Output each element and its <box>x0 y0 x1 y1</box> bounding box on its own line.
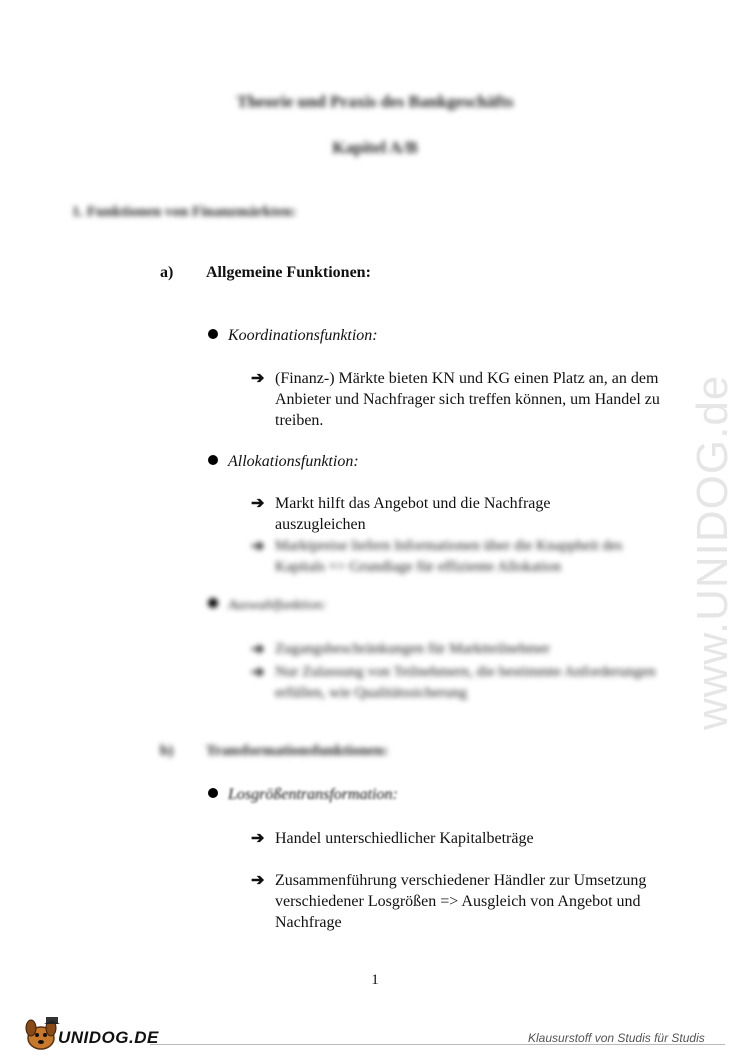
arrow-item <box>251 828 695 849</box>
bullet-label: Auswahlfunktion: <box>228 598 327 613</box>
sub-heading-b: Transformationsfunktionen: <box>206 743 389 759</box>
watermark: www.UNIDOG.de <box>688 374 737 730</box>
logo-text: UNIDOG.DE <box>58 1028 159 1047</box>
arrow-right-icon: ➔ <box>251 538 265 555</box>
unidog-logo <box>22 1016 60 1057</box>
arrow-right-icon: ➔ <box>251 370 265 387</box>
arrow-right-icon: ➔ <box>251 641 265 658</box>
dog-mascot-icon <box>22 1016 60 1052</box>
document-title: Theorie und Praxis des Bankgeschäfts <box>236 92 514 111</box>
bullet-label: Allokationsfunktion: <box>228 453 359 470</box>
arrow-item-text: (Finanz-) Märkte bieten KN und KG einen Platz an, an dem Anbieter und Nachfrager sich treffen können, um Handel zu treiben. <box>275 370 660 429</box>
arrow-item <box>251 639 675 660</box>
arrow-right-icon: ➔ <box>251 664 265 681</box>
arrow-item-text: Zugangsbeschränkungen für Marktteilnehmer <box>275 641 550 657</box>
arrow-item-text: Markt hilft das Angebot und die Nachfrage auszugleichen <box>275 495 551 533</box>
arrow-item-text: Marktpreise liefern Informationen über die Knappheit des Kapitals => Grundlage für effiziente Allokation <box>275 538 623 575</box>
sub-letter-a: a) <box>160 264 174 281</box>
arrow-right-icon: ➔ <box>251 872 265 889</box>
bullet-losgroessen <box>208 786 398 804</box>
arrow-item <box>251 493 605 535</box>
footer-slogan: Klausurstoff von Studis für Studis <box>528 1031 705 1045</box>
arrow-item-text: Handel unterschiedlicher Kapitalbeträge <box>275 830 534 847</box>
sub-heading-a: Allgemeine Funktionen: <box>206 264 371 281</box>
bullet-koordination <box>208 327 378 345</box>
arrow-item-text: Nur Zulassung von Teilnehmern, die bestimmte Anforderungen erfüllen, wie Qualitätssicherung <box>275 664 656 701</box>
bullet-label: Koordinationsfunktion: <box>228 327 378 344</box>
arrow-item <box>251 368 695 431</box>
page-number: 1 <box>371 972 379 988</box>
arrow-item <box>251 662 675 704</box>
bullet-dot-icon <box>208 788 218 798</box>
arrow-right-icon: ➔ <box>251 830 265 847</box>
arrow-right-icon: ➔ <box>251 495 265 512</box>
arrow-item <box>251 870 670 933</box>
bullet-label: Losgrößentransformation: <box>228 786 398 803</box>
section-heading: 1. Funktionen von Finanzmärkten: <box>72 204 297 220</box>
bullet-dot-icon <box>208 598 218 608</box>
bullet-allokation <box>208 453 359 471</box>
arrow-item <box>251 536 675 578</box>
bullet-dot-icon <box>208 455 218 465</box>
bullet-dot-icon <box>208 329 218 339</box>
arrow-item-text: Zusammenführung verschiedener Händler zur Umsetzung verschiedener Losgrößen => Ausgleich von Angebot und Nachfrage <box>275 872 647 931</box>
chapter-title: Kapitel A/B <box>332 138 418 157</box>
bullet-auswahl <box>208 598 327 614</box>
sub-letter-b: b) <box>160 743 174 759</box>
